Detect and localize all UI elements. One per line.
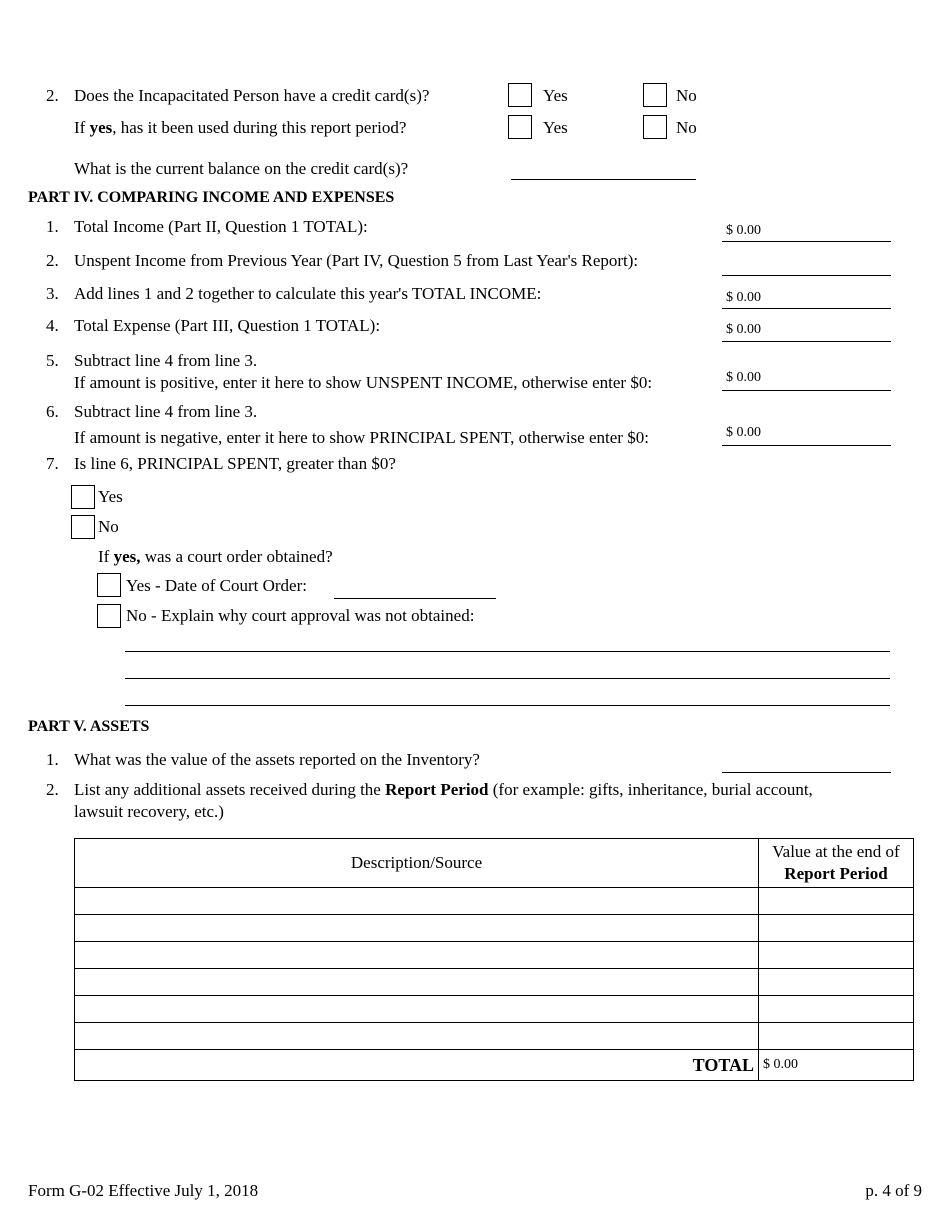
explanation-line[interactable]	[125, 651, 890, 652]
total-row	[75, 1050, 914, 1081]
principal-spent-label-line2: If amount is negative, enter it here to show PRINCIPAL SPENT, otherwise enter $0:	[74, 428, 649, 447]
credit-card-yes-checkbox[interactable]	[508, 83, 532, 107]
item-number: 4.	[46, 316, 59, 335]
form-footer: Form G-02 Effective July 1, 2018	[28, 1181, 259, 1200]
credit-card-question: Does the Incapacitated Person have a credit card(s)?	[74, 86, 430, 105]
part-iv-heading: PART IV. COMPARING INCOME AND EXPENSES	[28, 189, 395, 206]
table-row	[75, 996, 914, 1023]
table-row	[75, 942, 914, 969]
description-cell[interactable]	[75, 969, 759, 996]
card-used-yes-label: Yes	[543, 118, 568, 137]
value-cell[interactable]	[759, 942, 914, 969]
card-used-yes-checkbox[interactable]	[508, 115, 532, 139]
principal-yes-checkbox[interactable]	[71, 485, 95, 509]
principal-no-label: No	[98, 517, 119, 536]
value-column-header: Value at the end of Report Period	[759, 839, 914, 888]
credit-card-used-question: If yes, has it been used during this report period?	[74, 118, 407, 137]
unspent-previous-label: Unspent Income from Previous Year (Part IV, Question 5 from Last Year's Report):	[74, 251, 639, 270]
table-row	[75, 969, 914, 996]
total-expense-field[interactable]: $ 0.00	[722, 321, 891, 342]
unspent-previous-field[interactable]	[722, 256, 891, 276]
total-value-field[interactable]: $ 0.00	[759, 1050, 914, 1081]
table-row	[75, 888, 914, 915]
principal-spent-field[interactable]: $ 0.00	[722, 424, 891, 446]
description-cell[interactable]	[75, 1023, 759, 1050]
item-number: 7.	[46, 454, 59, 473]
total-income-label: Total Income (Part II, Question 1 TOTAL):	[74, 217, 368, 236]
principal-no-checkbox[interactable]	[71, 515, 95, 539]
principal-yes-label: Yes	[98, 487, 123, 506]
item-number: 6.	[46, 402, 59, 421]
additional-assets-label-line2: lawsuit recovery, etc.)	[74, 802, 224, 821]
table-row	[75, 1023, 914, 1050]
value-cell[interactable]	[759, 1023, 914, 1050]
total-income-calc-label: Add lines 1 and 2 together to calculate this year's TOTAL INCOME:	[74, 284, 542, 303]
explanation-line[interactable]	[125, 678, 890, 679]
value-cell[interactable]	[759, 996, 914, 1023]
unspent-income-field[interactable]: $ 0.00	[722, 369, 891, 391]
unspent-income-label-line1: Subtract line 4 from line 3.	[74, 351, 258, 370]
principal-spent-label-line1: Subtract line 4 from line 3.	[74, 402, 258, 421]
inventory-value-field[interactable]	[722, 752, 891, 773]
card-used-no-checkbox[interactable]	[643, 115, 667, 139]
additional-assets-table	[74, 838, 914, 1081]
court-order-no-checkbox[interactable]	[97, 604, 121, 628]
description-cell[interactable]	[75, 888, 759, 915]
credit-card-no-label: No	[676, 86, 697, 105]
description-column-header: Description/Source	[75, 839, 759, 888]
court-order-yes-label: Yes - Date of Court Order:	[126, 576, 307, 595]
question-number: 2.	[46, 86, 59, 105]
principal-spent-question: Is line 6, PRINCIPAL SPENT, greater than $0?	[74, 454, 396, 473]
credit-card-yes-label: Yes	[543, 86, 568, 105]
court-order-yes-checkbox[interactable]	[97, 573, 121, 597]
inventory-value-label: What was the value of the assets reported on the Inventory?	[74, 750, 480, 769]
value-cell[interactable]	[759, 969, 914, 996]
court-order-date-field[interactable]	[334, 580, 496, 599]
item-number: 3.	[46, 284, 59, 303]
credit-card-no-checkbox[interactable]	[643, 83, 667, 107]
total-label: TOTAL	[75, 1050, 759, 1081]
unspent-income-label-line2: If amount is positive, enter it here to show UNSPENT INCOME, otherwise enter $0:	[74, 373, 653, 392]
page-number: p. 4 of 9	[865, 1181, 922, 1200]
item-number: 2.	[46, 251, 59, 270]
value-cell[interactable]	[759, 915, 914, 942]
item-number: 5.	[46, 351, 59, 370]
explanation-line[interactable]	[125, 705, 890, 706]
description-cell[interactable]	[75, 915, 759, 942]
balance-question: What is the current balance on the credit card(s)?	[74, 159, 409, 178]
description-cell[interactable]	[75, 996, 759, 1023]
description-cell[interactable]	[75, 942, 759, 969]
court-order-question: If yes, was a court order obtained?	[98, 547, 333, 566]
item-number: 1.	[46, 217, 59, 236]
value-cell[interactable]	[759, 888, 914, 915]
additional-assets-label-line1: List any additional assets received during the Report Period (for example: gifts, inheritance, burial account,	[74, 780, 813, 799]
item-number: 2.	[46, 780, 59, 799]
card-used-no-label: No	[676, 118, 697, 137]
total-income-field[interactable]: $ 0.00	[722, 222, 891, 242]
court-order-no-label: No - Explain why court approval was not obtained:	[126, 606, 475, 625]
total-income-calc-field[interactable]: $ 0.00	[722, 289, 891, 309]
total-expense-label: Total Expense (Part III, Question 1 TOTAL):	[74, 316, 381, 335]
part-v-heading: PART V. ASSETS	[28, 718, 150, 735]
balance-field[interactable]	[511, 162, 696, 180]
table-row	[75, 915, 914, 942]
item-number: 1.	[46, 750, 59, 769]
